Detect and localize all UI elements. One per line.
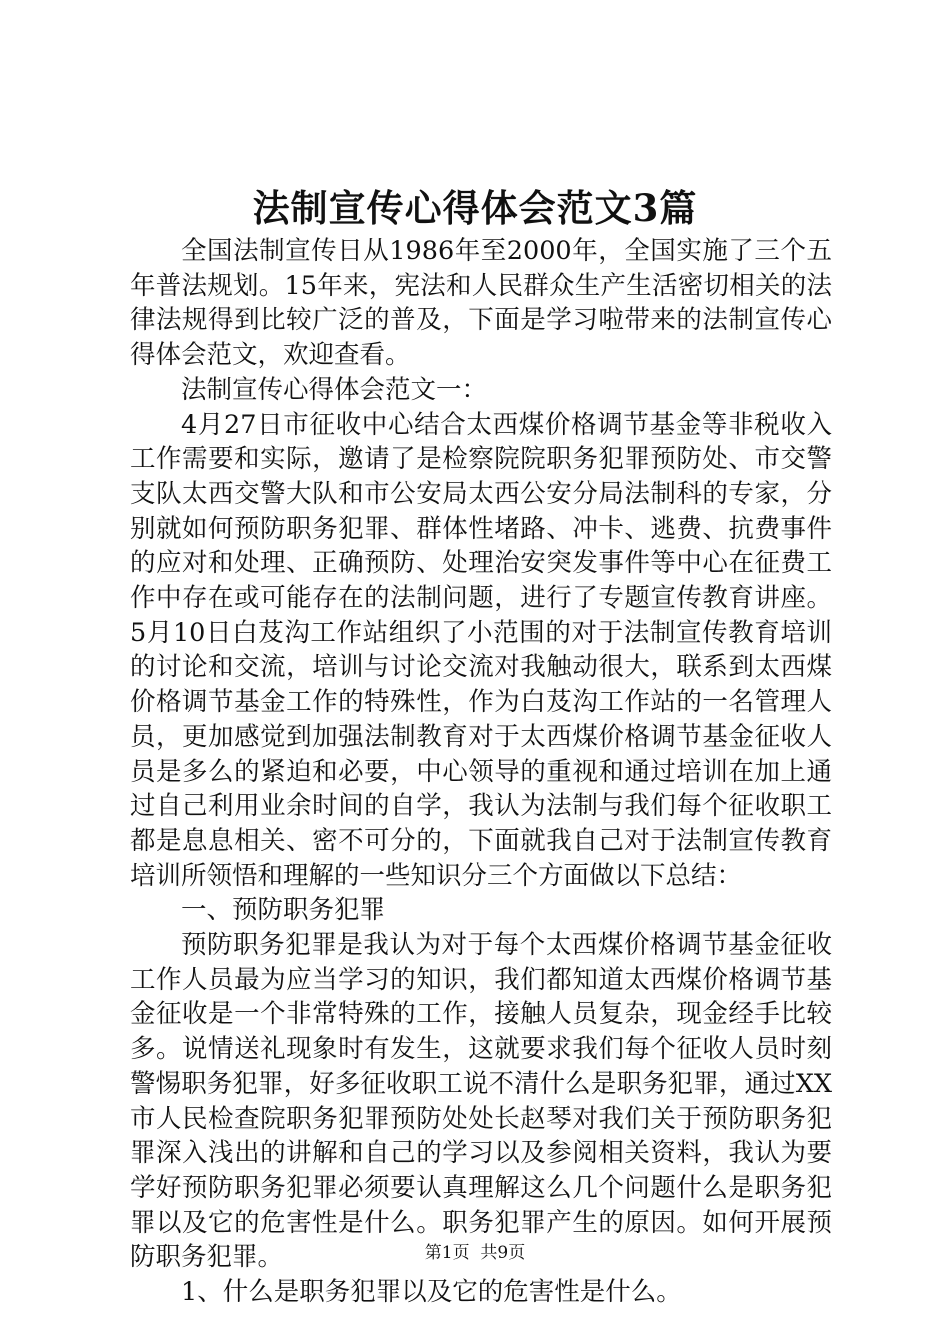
body-paragraph: 预防职务犯罪是我认为对于每个太西煤价格调节基金征收工作人员最为应当学习的知识，我们都知道太西煤价格调节基金征收是一个非常特殊的工作，接触人员复杂，现金经手比较多。说情送礼现象时有发生，这就要求我们每个征收人员时刻警惕职务犯罪，好多征收职工说不清什么是职务犯罪，通过XX市人民检查院职务犯罪预防处处长赵琴对我们关于预防职务犯罪深入浅出的讲解和自己的学习以及参阅相关资料，我认为要学好预防职务犯罪必须要认真理解这么几个问题什么是职务犯罪以及它的危害性是什么。职务犯罪产生的原因。如何开展预防职务犯罪。 (130, 930, 832, 1273)
section-heading-sample-one: 法制宣传心得体会范文一： (181, 374, 488, 405)
page-total: 共9页 (480, 1243, 526, 1263)
footer-spacer (470, 1243, 481, 1263)
page-footer (0, 1241, 950, 1265)
document-title: 法制宣传心得体会范文3篇 (252, 186, 698, 230)
subheading-item-1: 1、什么是职务犯罪以及它的危害性是什么。 (181, 1277, 682, 1308)
page-number: 第1页 (424, 1243, 470, 1263)
subheading-prevent-duty-crime: 一、预防职务犯罪 (181, 895, 386, 926)
body-paragraph: 4月27日市征收中心结合太西煤价格调节基金等非税收入工作需要和实际，邀请了是检察院院职务犯罪预防处、市交警支队太西交警大队和市公安局太西公安分局法制科的专家，分别就如何预防职务犯罪、群体性堵路、冲卡、逃费、抗费事件的应对和处理、正确预防、处理治安突发事件等中心在征费工作中存在或可能存在的法制问题，进行了专题宣传教育讲座。5月10日白芨沟工作站组织了小范围的对于法制宣传教育培训的讨论和交流，培训与讨论交流对我触动很大，联系到太西煤价格调节基金工作的特殊性，作为白芨沟工作站的一名管理人员，更加感觉到加强法制教育对于太西煤价格调节基金征收人员是多么的紧迫和必要，中心领导的重视和通过培训在加上通过自己利用业余时间的自学，我认为法制与我们每个征收职工都是息息相关、密不可分的，下面就我自己对于法制宣传教育培训所领悟和理解的一些知识分三个方面做以下总结： (130, 409, 832, 891)
document-body (130, 234, 832, 1310)
intro-paragraph: 全国法制宣传日从1986年至2000年，全国实施了三个五年普法规划。15年来，宪法和人民群众生产生活密切相关的法律法规得到比较广泛的普及，下面是学习啦带来的法制宣传心得体会范文，欢迎查看。 (130, 236, 832, 371)
